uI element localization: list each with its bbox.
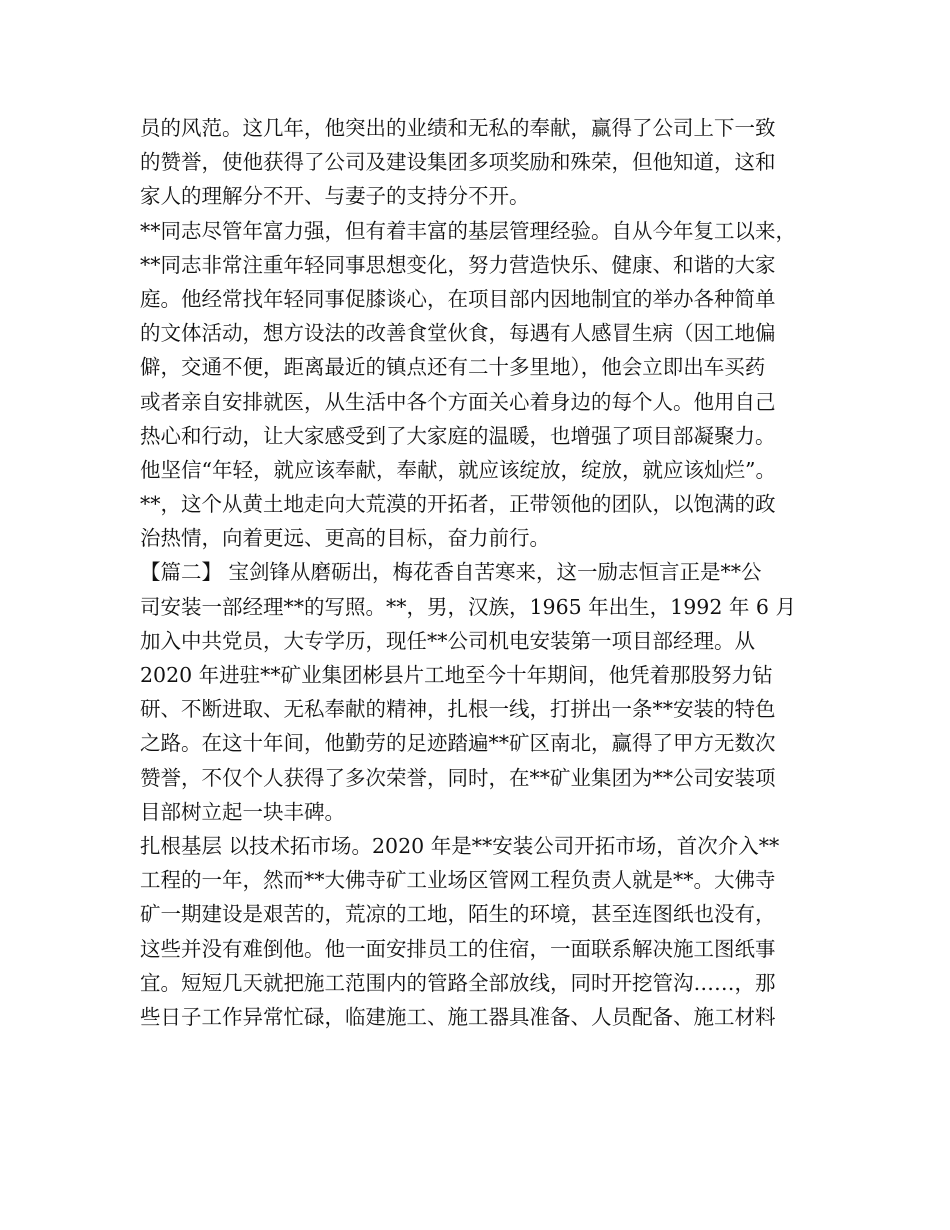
text-line: 他坚信“年轻，就应该奉献，奉献，就应该绽放，绽放，就应该灿烂”。 — [140, 457, 776, 482]
text-line: 员的风范。这几年，他突出的业绩和无私的奉献，赢得了公司上下一致 — [140, 116, 776, 140]
text-line: 矿一期建设是艰苦的，荒凉的工地，陌生的环境，甚至连图纸也没有， — [140, 902, 776, 927]
text-line: 些日子工作异常忙碌，临建施工、施工器具准备、人员配备、施工材料 — [140, 1004, 776, 1029]
subheading-line: 扎根基层 以技术拓市场。2020 年是**安装公司开拓市场，首次介入** — [140, 833, 780, 858]
text-line: 2020 年进驻**矿业集团彬县片工地至今十年期间，他凭着那股努力钻 — [140, 663, 773, 687]
text-line: 赞誉，不仅个人获得了多次荣誉，同时，在**矿业集团为**公司安装项 — [140, 765, 776, 790]
text-line: 的文体活动，想方设法的改善食堂伙食，每遇有人感冒生病（因工地偏 — [140, 321, 776, 346]
document-body — [140, 111, 840, 1034]
text-line: 工程的一年，然而**大佛寺矿工业场区管网工程负责人就是**。大佛寺 — [140, 868, 776, 893]
text-line: 司安装一部经理**的写照。**，男，汉族，1965 年出生，1992 年 6 月 — [140, 594, 796, 619]
text-line: 加入中共党员，大专学历，现任**公司机电安装第一项目部经理。从 — [140, 628, 755, 653]
text-line: 目部树立起一块丰碑。 — [140, 799, 345, 824]
text-line: 或者亲自安排就医，从生活中各个方面关心着身边的每个人。他用自己 — [140, 389, 776, 414]
text-line: 治热情，向着更远、更高的目标，奋力前行。 — [140, 526, 550, 551]
text-line: 的赞誉，使他获得了公司及建设集团多项奖励和殊荣，但他知道，这和 — [140, 150, 776, 175]
section-heading-line: 【篇二】 宝剑锋从磨砺出，梅花香自苦寒来，这一励志恒言正是**公 — [140, 560, 762, 585]
text-line: **同志尽管年富力强，但有着丰富的基层管理经验。自从今年复工以来， — [140, 218, 796, 243]
text-line: 庭。他经常找年轻同事促膝谈心，在项目部内因地制宜的举办各种简单 — [140, 286, 776, 311]
text-line: 这些并没有难倒他。他一面安排员工的住宿，一面联系解决施工图纸事 — [140, 936, 776, 961]
text-line: **同志非常注重年轻同事思想变化，努力营造快乐、健康、和谐的大家 — [140, 252, 776, 277]
text-line: 研、不断进取、无私奉献的精神，扎根一线，打拼出一条**安装的特色 — [140, 697, 776, 722]
text-line: **，这个从黄土地走向大荒漠的开拓者，正带领他的团队，以饱满的政 — [140, 492, 776, 517]
text-line: 家人的理解分不开、与妻子的支持分不开。 — [140, 184, 530, 209]
text-line: 之路。在这十年间，他勤劳的足迹踏遍**矿区南北，赢得了甲方无数次 — [140, 731, 776, 756]
text-line: 宜。短短几天就把施工范围内的管路全部放线，同时开挖管沟……，那 — [140, 970, 776, 995]
text-line: 僻，交通不便，距离最近的镇点还有二十多里地），他会立即出车买药 — [140, 355, 766, 380]
text-line: 热心和行动，让大家感受到了大家庭的温暖，也增强了项目部凝聚力。 — [140, 423, 776, 448]
